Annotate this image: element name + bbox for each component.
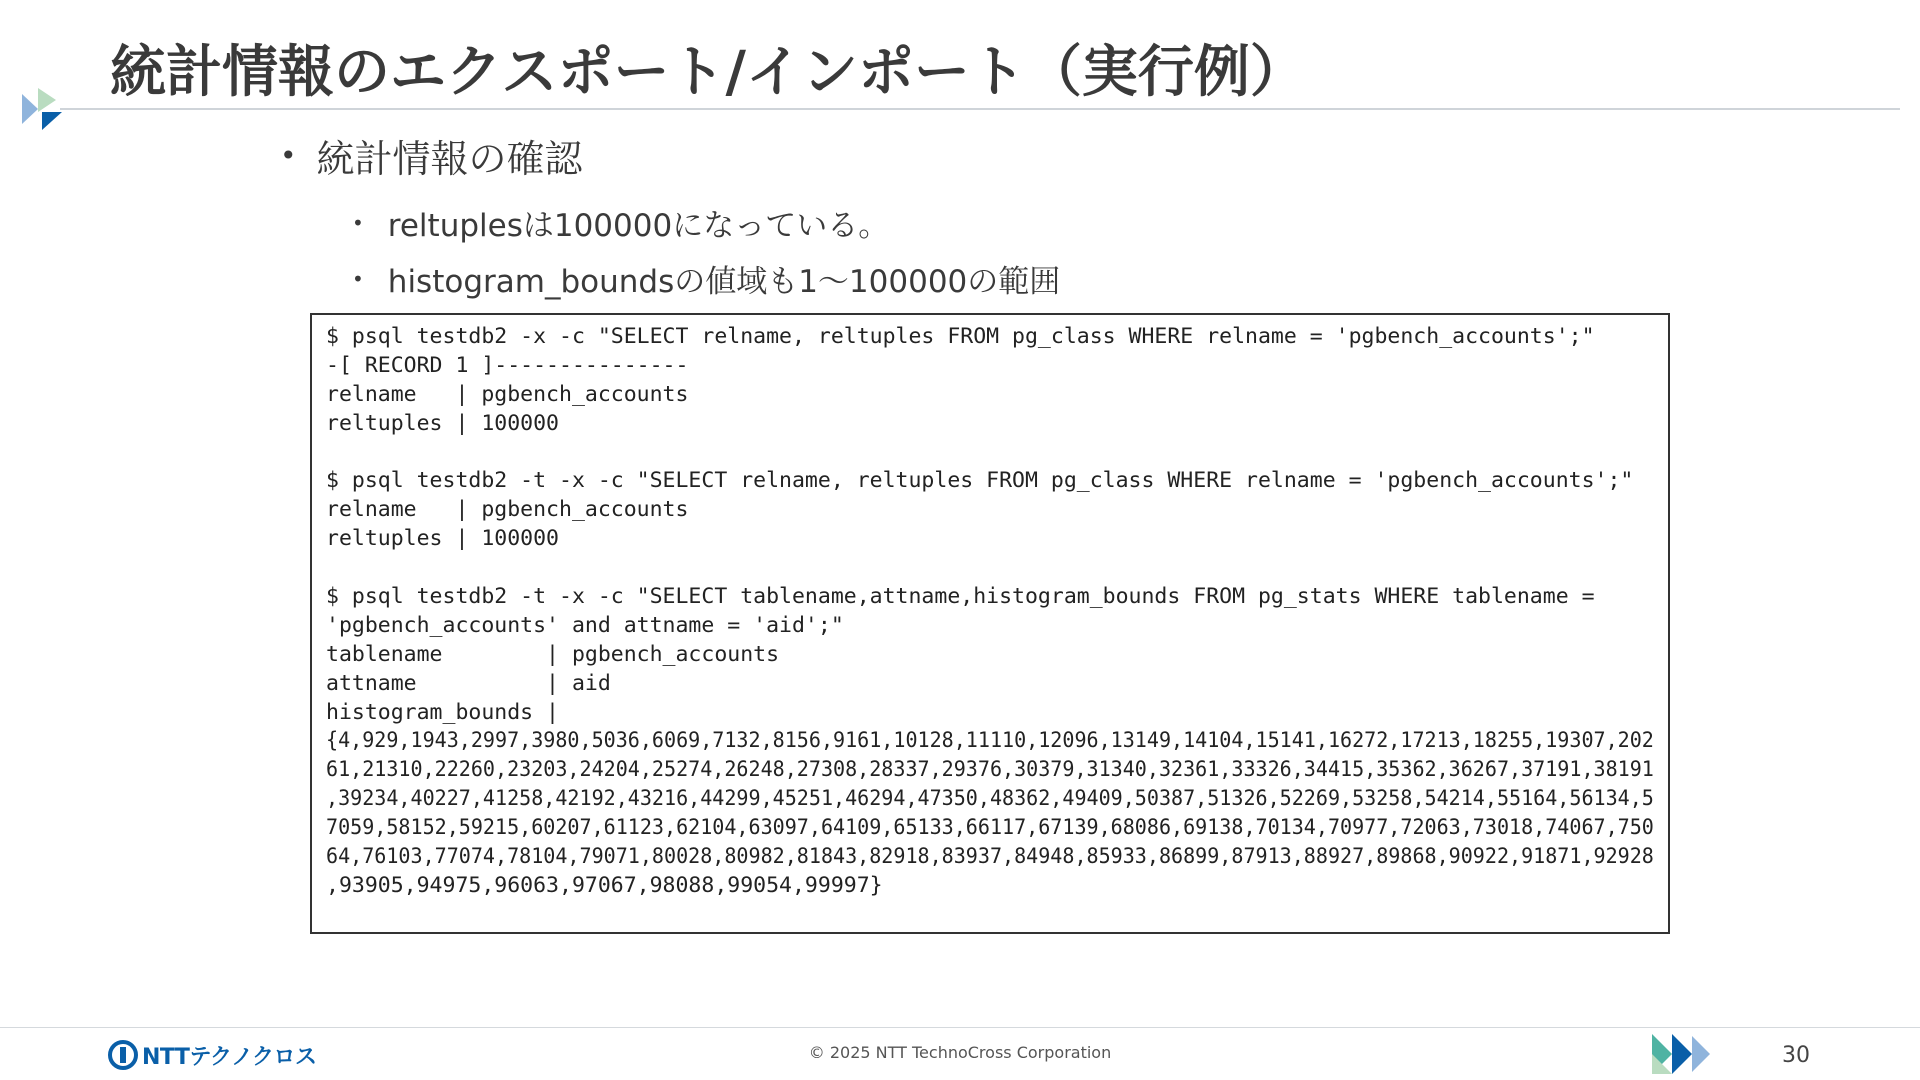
code-line: attname | aid (326, 670, 611, 696)
copyright-text: © 2025 NTT TechnoCross Corporation (808, 1043, 1112, 1062)
sub-bullet-text: reltuplesは100000になっている。 (387, 208, 890, 244)
code-line: $ psql testdb2 -x -c "SELECT relname, reltuples FROM pg_class WHERE relname = 'pgbench_accounts';" (326, 324, 1595, 349)
footer-divider (0, 1027, 1920, 1028)
code-line: -[ RECORD 1 ]--------------- (326, 352, 689, 378)
code-line: tablename | pgbench_accounts (326, 641, 780, 667)
bullet-main (280, 128, 583, 183)
bullet-main-text: 統計情報の確認 (316, 137, 583, 181)
bullet-dot: • (352, 266, 364, 291)
code-line: 64,76103,77074,78104,79071,80028,80982,81843,82918,83937,84948,85933,86899,87913,88927,89868,90922,91871,92928 (326, 844, 1654, 870)
code-line: reltuples | 100000 (326, 526, 559, 552)
arrow-decoration-icon (1650, 1030, 1724, 1078)
code-line: histogram_bounds | (326, 699, 559, 725)
code-line: ,39234,40227,41258,42192,43216,44299,45251,46294,47350,48362,49409,50387,51326,52269,53258,54214,55164,56134,5 (326, 786, 1654, 812)
title-divider (60, 108, 1900, 110)
sub-bullet-text: histogram_boundsの値域も1～100000の範囲 (387, 264, 1061, 300)
code-line: ,93905,94975,96063,97067,98088,99054,99997} (326, 872, 883, 898)
bullet-dot: • (352, 210, 364, 235)
page-number: 30 (1782, 1043, 1810, 1068)
slide-title: 統計情報のエクスポート/インポート（実行例） (110, 40, 1306, 105)
code-line: $ psql testdb2 -t -x -c "SELECT relname, reltuples FROM pg_class WHERE relname = 'pgbench_accounts';" (326, 468, 1634, 494)
logo-text: NTTテクノクロス (142, 1044, 317, 1070)
code-line: $ psql testdb2 -t -x -c "SELECT tablename,attname,histogram_bounds FROM pg_stats WHERE tablename = (326, 584, 1595, 610)
sub-bullet-histogram (352, 256, 1060, 301)
code-line (326, 439, 1654, 468)
code-line (326, 554, 1654, 583)
code-line: 61,21310,22260,23203,24204,25274,26248,27308,28337,29376,30379,31340,32361,33326,34415,35362,36267,37191,38191 (326, 757, 1654, 783)
sub-bullet-reltuples (352, 200, 889, 245)
code-line: relname | pgbench_accounts (326, 381, 689, 407)
code-line: 7059,58152,59215,60207,61123,62104,63097,64109,65133,66117,67139,68086,69138,70134,70977,72063,73018,74067,750 (326, 815, 1654, 841)
triangle-decoration-icon (22, 88, 64, 132)
code-line: reltuples | 100000 (326, 410, 559, 436)
bullet-dot: • (280, 139, 297, 172)
code-block (310, 313, 1670, 934)
code-line: 'pgbench_accounts' and attname = 'aid';" (326, 612, 844, 638)
code-line: relname | pgbench_accounts (326, 497, 689, 523)
code-line: {4,929,1943,2997,3980,5036,6069,7132,8156,9161,10128,11110,12096,13149,14104,15141,16272,17213,18255,19307,202 (326, 728, 1654, 754)
